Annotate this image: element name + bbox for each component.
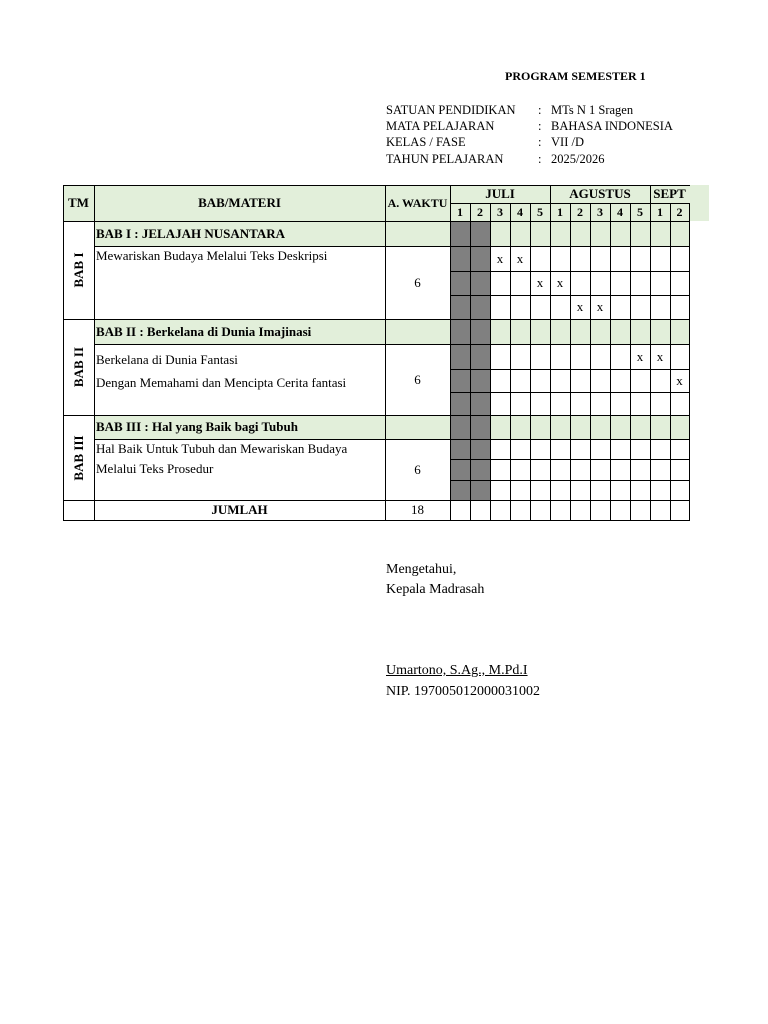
month-header: JULI xyxy=(485,186,515,201)
material-line: Berkelana di Dunia Fantasi xyxy=(96,352,238,367)
header-time: A. WAKTU xyxy=(387,196,448,210)
grid-line xyxy=(385,185,386,521)
grid-line xyxy=(94,439,451,440)
schedule-mark: x xyxy=(656,349,664,364)
grid-line xyxy=(63,415,95,416)
schedule-mark: x xyxy=(556,275,564,290)
info-colon: : xyxy=(538,103,542,117)
info-label: SATUAN PENDIDIKAN xyxy=(386,103,516,117)
signer-name: Umartono, S.Ag., M.Pd.I xyxy=(386,663,528,678)
grid-line xyxy=(63,319,95,320)
week-header: 2 xyxy=(577,205,583,219)
tm-chapter-label: BAB II xyxy=(70,346,86,388)
week-header: 3 xyxy=(497,205,503,219)
time-allocation: 6 xyxy=(414,462,421,477)
grid-line xyxy=(63,500,95,501)
grid-line xyxy=(94,344,451,345)
header-material: BAB/MATERI xyxy=(198,195,281,210)
info-label: KELAS / FASE xyxy=(386,135,466,149)
time-allocation: 6 xyxy=(414,372,421,387)
info-value: VII /D xyxy=(551,135,584,149)
week-header: 1 xyxy=(457,205,463,219)
info-label: TAHUN PELAJARAN xyxy=(386,152,504,166)
schedule-mark: x xyxy=(576,299,584,314)
week-header: 3 xyxy=(597,205,603,219)
grid-line xyxy=(510,203,511,521)
document-title: PROGRAM SEMESTER 1 xyxy=(505,69,646,83)
schedule-mark: x xyxy=(636,349,644,364)
grid-line xyxy=(570,203,571,521)
grid-line xyxy=(94,415,451,416)
month-header: SEPT xyxy=(653,186,686,201)
material-line: Melalui Teks Prosedur xyxy=(96,461,214,476)
grid-line xyxy=(94,221,451,222)
grid-line xyxy=(550,203,551,521)
total-label: JUMLAH xyxy=(211,502,268,517)
schedule-mark: x xyxy=(536,275,544,290)
chapter-title: BAB I : JELAJAH NUSANTARA xyxy=(96,226,286,241)
material-line: Hal Baik Untuk Tubuh dan Mewariskan Budaya xyxy=(96,441,348,456)
tm-chapter-label: BAB I xyxy=(70,252,86,288)
header-tm: TM xyxy=(68,195,89,210)
week-header: 1 xyxy=(657,205,663,219)
week-header: 4 xyxy=(517,205,523,219)
info-colon: : xyxy=(538,152,542,166)
schedule-mark: x xyxy=(676,373,683,388)
info-value: 2025/2026 xyxy=(551,152,605,166)
grid-line xyxy=(550,185,551,204)
week-header: 5 xyxy=(637,205,643,219)
month-header: AGUSTUS xyxy=(569,186,631,201)
week-header: 2 xyxy=(477,205,483,219)
grid-line xyxy=(650,203,651,521)
grid-line xyxy=(630,203,631,521)
grid-line xyxy=(470,203,471,521)
signer-role: Kepala Madrasah xyxy=(386,582,485,597)
grid-line xyxy=(94,319,451,320)
grid-line xyxy=(94,520,451,521)
grid-line xyxy=(590,203,591,521)
signer-nip: NIP. 197005012000031002 xyxy=(386,684,541,699)
schedule-mark: x xyxy=(516,251,524,266)
grid-line xyxy=(530,203,531,521)
week-header: 5 xyxy=(537,205,543,219)
schedule-mark: x xyxy=(496,251,504,266)
chapter-title: BAB II : Berkelana di Dunia Imajinasi xyxy=(96,324,312,339)
acknowledge-text: Mengetahui, xyxy=(386,562,457,577)
week-header: 4 xyxy=(617,205,623,219)
table-border xyxy=(63,185,690,186)
grid-line xyxy=(490,203,491,521)
info-value: MTs N 1 Sragen xyxy=(551,103,634,117)
info-colon: : xyxy=(538,119,542,133)
info-value: BAHASA INDONESIA xyxy=(551,119,673,133)
info-label: MATA PELAJARAN xyxy=(386,119,495,133)
info-colon: : xyxy=(538,135,542,149)
grid-line xyxy=(670,203,671,521)
grid-line xyxy=(63,221,95,222)
grid-line xyxy=(94,246,451,247)
total-time: 18 xyxy=(411,502,424,517)
week-header: 1 xyxy=(557,205,563,219)
grid-line xyxy=(610,203,611,521)
schedule-mark: x xyxy=(596,299,604,314)
grid-line xyxy=(689,203,690,521)
tm-chapter-label: BAB III xyxy=(70,434,86,481)
grid-line xyxy=(94,500,451,501)
week-header: 2 xyxy=(676,205,683,219)
table-border xyxy=(63,185,64,521)
grid-line xyxy=(650,185,651,204)
material-line: Mewariskan Budaya Melalui Teks Deskripsi xyxy=(96,248,328,263)
time-allocation: 6 xyxy=(414,275,421,290)
grid-line xyxy=(450,185,451,521)
material-line: Dengan Memahami dan Mencipta Cerita fantasi xyxy=(96,375,347,390)
chapter-title: BAB III : Hal yang Baik bagi Tubuh xyxy=(96,419,298,434)
grid-line xyxy=(63,520,95,521)
grid-line xyxy=(94,185,95,521)
